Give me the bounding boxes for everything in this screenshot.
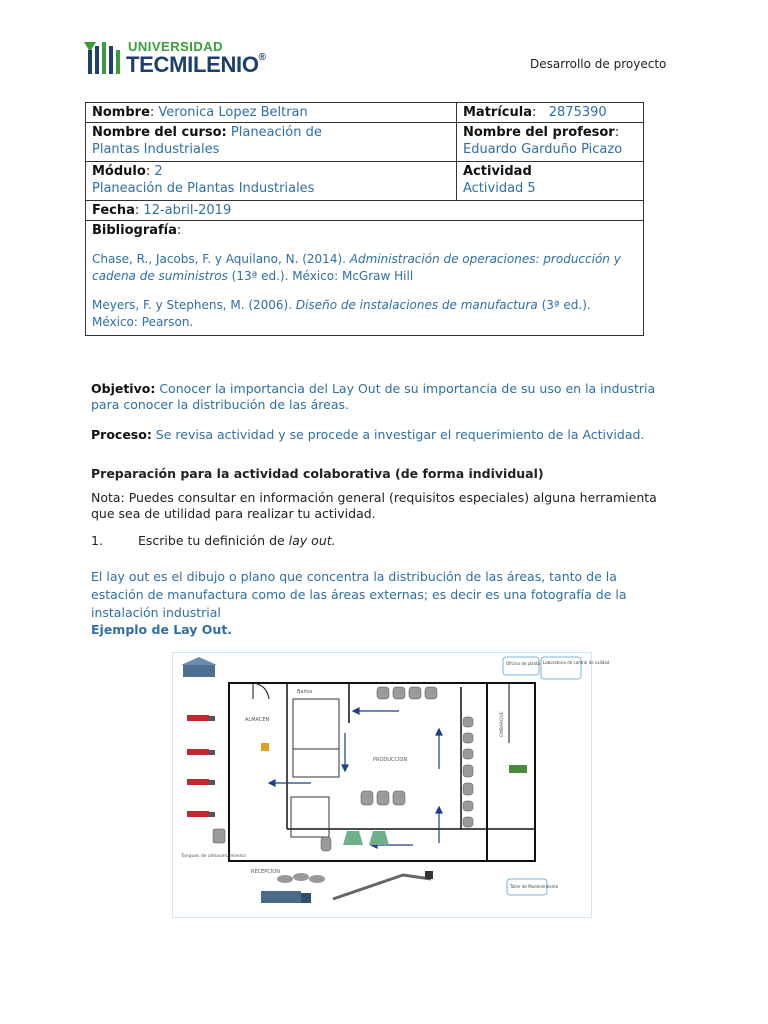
doc-type: Desarrollo de proyecto <box>530 57 667 71</box>
profesor-cell: Nombre del profesor: Eduardo Garduño Picazo <box>457 123 644 162</box>
truck-icon <box>187 715 215 817</box>
step-1: 1. Escribe tu definición de lay out. <box>91 533 336 548</box>
receiving-truck-icon <box>261 891 301 903</box>
logo-top-text: UNIVERSIDAD <box>128 39 224 54</box>
bib-entry-2: Meyers, F. y Stephens, M. (2006). Diseño de instalaciones de manufactura (3ª ed.). México: Pearson. <box>92 298 591 329</box>
tanques-label: Tanques de almacenamiento <box>181 854 246 859</box>
definition-paragraph: El lay out es el dibujo o plano que concentra la distribución de las áreas, tanto de la estación de manufactura como de las áreas externas; es decir es una fotografía de la instalación industrial <box>91 569 627 620</box>
prep-heading: Preparación para la actividad colaborativa (de forma individual) <box>91 466 544 481</box>
tecmilenio-logo <box>82 38 282 78</box>
modulo-cell: Módulo: 2 Planeación de Plantas Industriales <box>86 162 457 201</box>
forklift-icon <box>261 743 269 751</box>
layout-diagram <box>172 652 610 918</box>
banos-label: Baños <box>297 689 313 695</box>
nota-paragraph: Nota: Puedes consultar en información general (requisitos especiales) alguna herramienta que sea de utilidad para realizar tu actividad. <box>91 490 657 521</box>
ejemplo-heading: Ejemplo de Lay Out. <box>91 622 233 637</box>
oficina-label: Oficina de planta <box>506 661 541 666</box>
taller-label: Taller de Mantenimiento <box>510 884 559 889</box>
proceso-paragraph: Proceso: Se revisa actividad y se procede a investigar el requerimiento de la Actividad. <box>91 427 645 442</box>
matricula-cell: Matrícula: 2875390 <box>457 103 644 123</box>
warehouse-icon <box>181 657 217 677</box>
almacen-label: ALMACEN <box>245 717 270 723</box>
recepcion-label: RECEPCION <box>251 869 280 875</box>
layout-diagram-drawing <box>173 653 610 917</box>
actividad-cell: Actividad Actividad 5 <box>457 162 644 201</box>
bib-entry-1: Chase, R., Jacobs, F. y Aquilano, N. (2014). Administración de operaciones: producción y cadena de suministros (13ª ed.). México: McGraw Hill <box>92 252 621 283</box>
produccion-label: PRODUCCION <box>373 757 408 763</box>
tanks-icon <box>213 687 473 851</box>
logo-mark-icon <box>82 38 122 76</box>
embarque-label: EMBARQUE <box>500 711 505 737</box>
laboratorio-label: Laboratorio de control de calidad <box>543 660 610 665</box>
objetivo-paragraph: Objetivo: Conocer la importancia del Lay Out de su importancia de su uso en la industria para conocer la distribución de las áreas. <box>91 381 656 412</box>
curso-cell: Nombre del curso: Planeación de Plantas Industriales <box>86 123 457 162</box>
fecha-cell: Fecha: 12-abril-2019 <box>86 201 644 221</box>
student-info-table <box>85 102 644 336</box>
nombre-cell: Nombre: Veronica Lopez Beltran <box>86 103 457 123</box>
bibliografia-cell: Bibliografía: Chase, R., Jacobs, F. y Aquilano, N. (2014). Administración de operaciones: producción y cadena de suministros (13ª ed.). México: McGraw Hill Meyers, F. y Stephens, M. (2006). Diseño de instalaciones de manufactura (3ª ed.). México: Pearson. <box>86 221 644 336</box>
logo-main-text: TECMILENIO® <box>126 52 266 77</box>
